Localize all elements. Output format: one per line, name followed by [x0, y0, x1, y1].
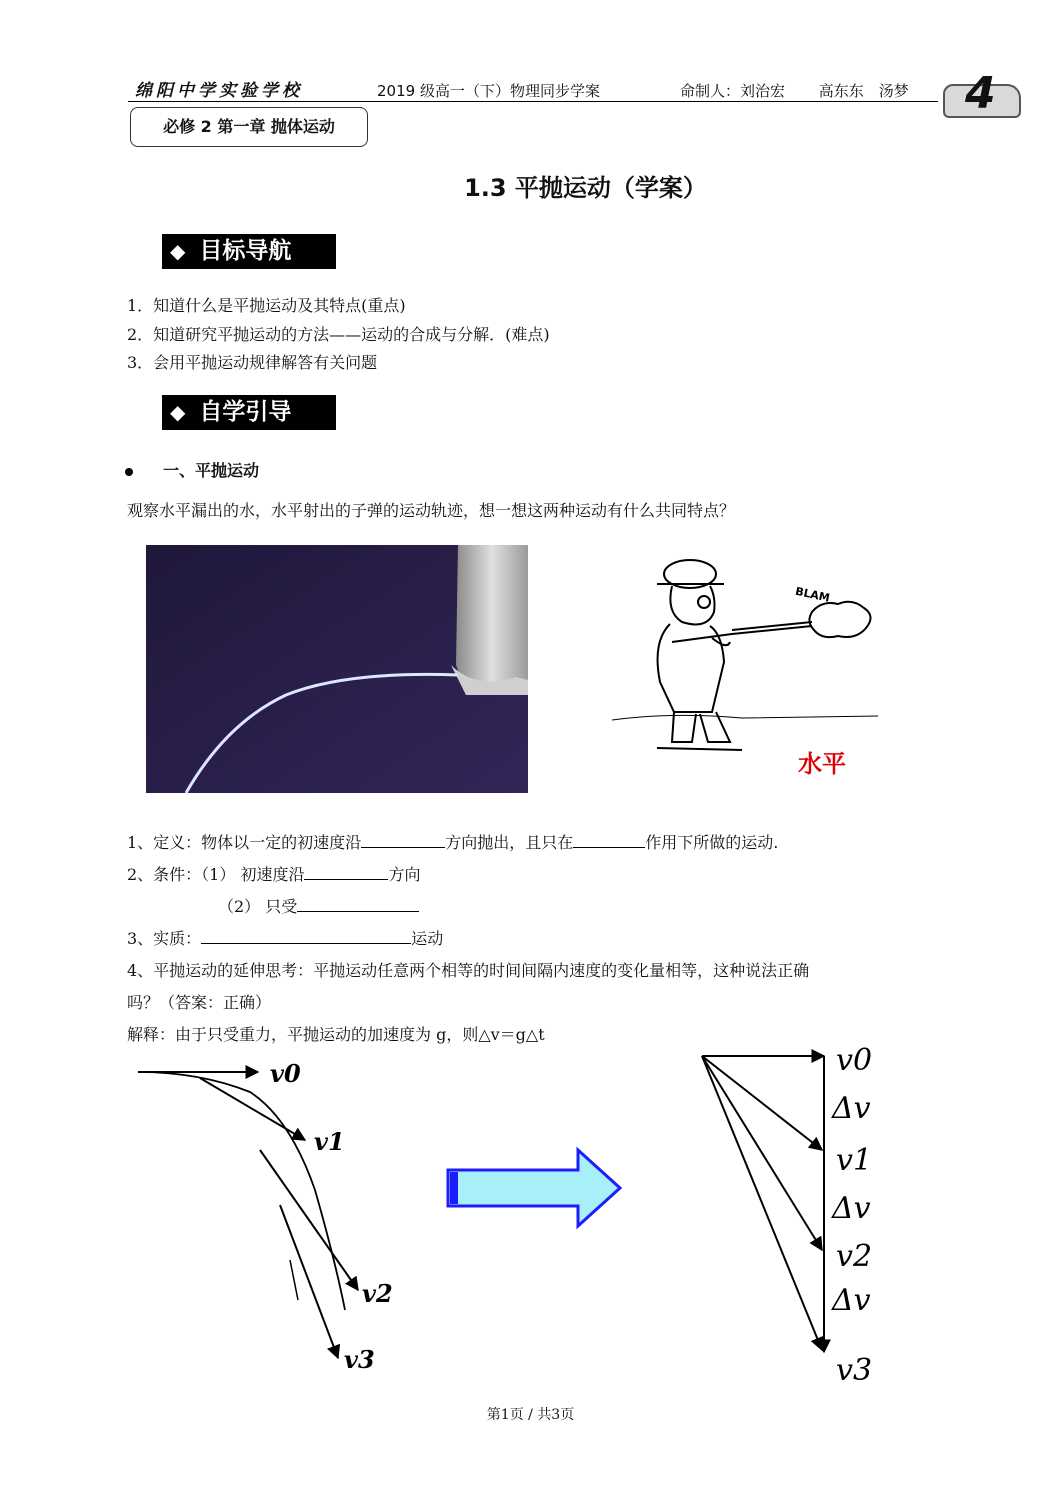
label-right-v0: v0	[836, 1043, 873, 1078]
label-right-v3: v3	[836, 1353, 873, 1388]
label-v1: v1	[314, 1127, 345, 1156]
velocity-diagram	[130, 1040, 910, 1390]
blank-only-force[interactable]	[297, 897, 419, 912]
condition-line-2	[218, 894, 419, 917]
essence-text-a: 3、实质：	[127, 929, 202, 948]
subsection-heading	[125, 458, 259, 481]
section-goals-label: 目标导航	[199, 238, 292, 264]
water-stream-photo	[146, 545, 528, 793]
essence-text-b: 运动	[411, 929, 444, 948]
diamond-icon: ◆	[170, 400, 186, 424]
page-tab	[943, 68, 1021, 119]
school-name: 绵阳中学实验学校	[135, 81, 303, 101]
blank-initial-velocity-direction[interactable]	[304, 865, 388, 880]
authors: 命制人：刘治宏 高东东 汤梦	[680, 82, 909, 100]
think-line-2: 吗？（答案：正确）	[127, 993, 272, 1012]
label-v0: v0	[270, 1059, 301, 1088]
subsection-label: 一、平抛运动	[163, 461, 260, 480]
blank-motion-type[interactable]	[201, 929, 411, 944]
label-right-dv1: Δv	[832, 1091, 871, 1126]
label-v2: v2	[362, 1279, 393, 1308]
objective-3: 3．会用平抛运动规律解答有关问题	[127, 353, 378, 372]
condition-line-1	[127, 862, 420, 885]
explain-line: 解释：由于只受重力，平抛运动的加速度为 g，则△v＝g△t	[127, 1025, 545, 1044]
intro-paragraph: 观察水平漏出的水，水平射出的子弹的运动轨迹，想一想这两种运动有什么共同特点？	[127, 501, 736, 520]
label-v3: v3	[344, 1345, 375, 1374]
condition-text-a: 2、条件：（1） 初速度沿	[127, 865, 305, 884]
bullet-icon	[125, 468, 133, 476]
objective-1: 1．知道什么是平抛运动及其特点(重点)	[127, 296, 406, 315]
chapter-box: 必修 2 第一章 抛体运动	[130, 107, 368, 147]
definition-text-c: 作用下所做的运动.	[645, 833, 779, 852]
blam-sound-text: BLAM	[794, 584, 831, 605]
blank-force[interactable]	[573, 833, 645, 848]
label-right-v2: v2	[836, 1239, 873, 1274]
label-right-dv3: Δv	[832, 1283, 871, 1318]
label-right-dv2: Δv	[832, 1191, 871, 1226]
label-right-v1: v1	[836, 1143, 873, 1178]
essence-line	[127, 926, 443, 949]
diamond-icon: ◆	[170, 239, 186, 263]
horizontal-caption: 水平	[798, 750, 846, 778]
definition-text-b: 方向抛出，且只在	[445, 833, 574, 852]
page-title: 1.3 平抛运动（学案）	[464, 174, 707, 202]
think-line-1: 4、平抛运动的延伸思考：平抛运动任意两个相等的时间间隔内速度的变化量相等，这种说法正确	[127, 961, 810, 980]
page-tab-number: 4	[965, 68, 996, 119]
section-selfstudy-label: 自学引导	[199, 399, 292, 425]
blank-direction[interactable]	[361, 833, 445, 848]
condition2-text: （2） 只受	[218, 897, 298, 916]
condition-text-b: 方向	[388, 865, 421, 884]
objective-2: 2．知道研究平抛运动的方法——运动的合成与分解．(难点)	[127, 325, 550, 344]
page-footer: 第1页 / 共3页	[486, 1407, 575, 1423]
section-header-selfstudy	[162, 395, 336, 430]
section-header-goals	[162, 234, 336, 269]
definition-text-a: 1、定义：物体以一定的初速度沿	[127, 833, 362, 852]
series-title: 2019 级高一（下）物理同步学案	[377, 82, 600, 100]
definition-line	[127, 830, 778, 853]
header-rule	[128, 101, 938, 102]
